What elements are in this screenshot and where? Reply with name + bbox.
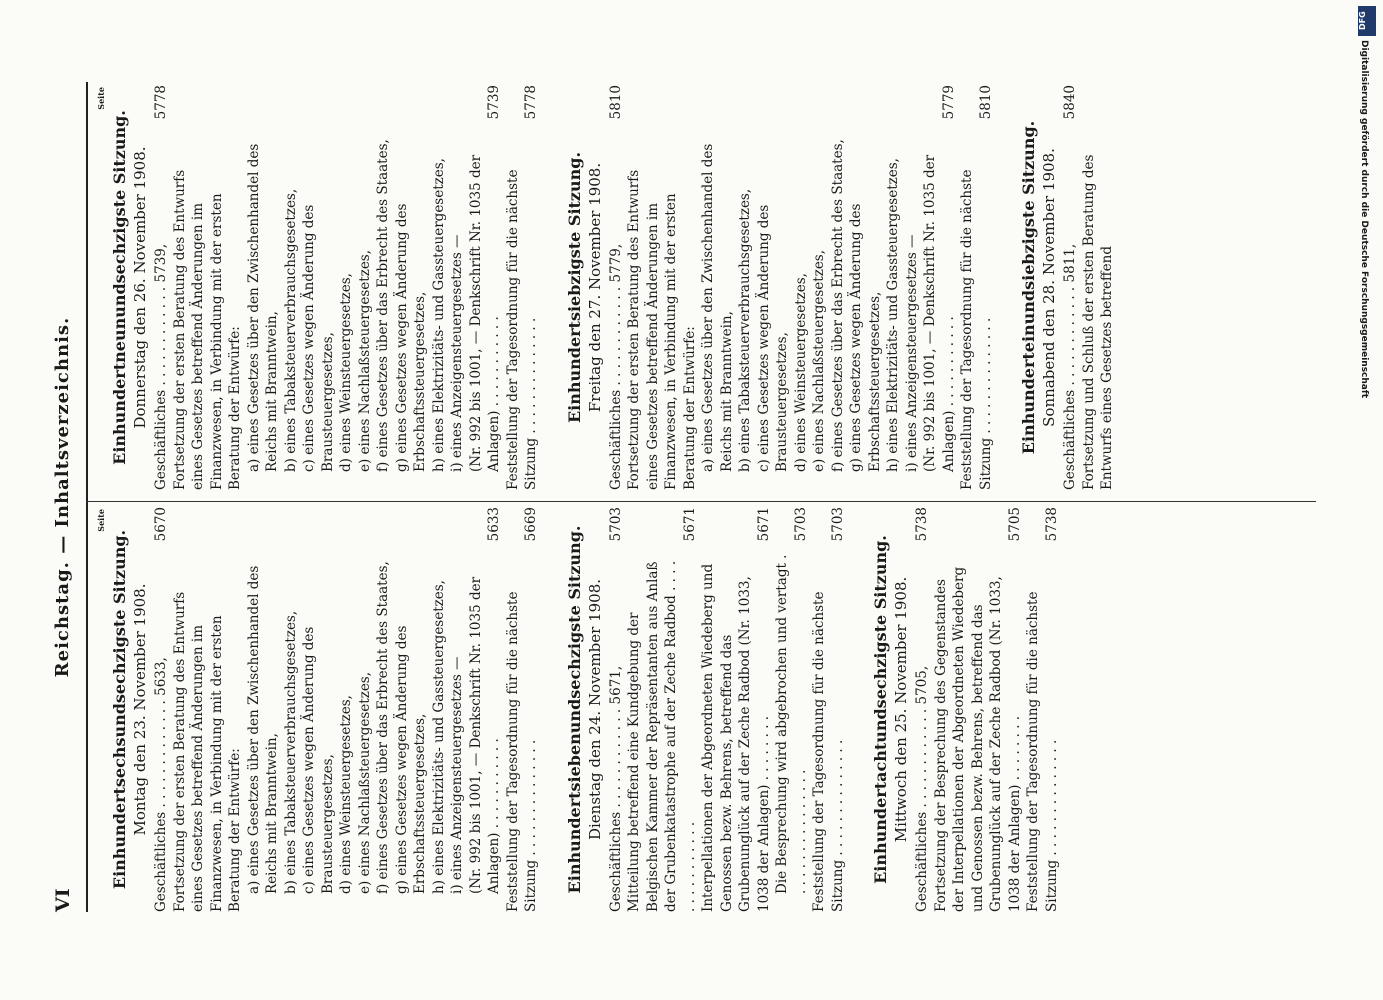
entry-text: Feststellung der Tagesordnung für die nächste Sitzung . . . . . . . . . . . . . . [504, 169, 539, 490]
toc-entry [958, 85, 995, 490]
digitization-sidebar [1356, 6, 1378, 994]
toc-entry [607, 85, 626, 490]
toc-subentry [792, 85, 811, 490]
entry-text: (Nr. 992 bis 1001, — Denkschrift Nr. 1035 der Anlagen) . . . . . . . . . . . [922, 154, 957, 472]
toc-subentry [393, 85, 430, 490]
subentry-text: g) eines Gesetzes wegen Änderung des Erbschaftssteuergesetzes, [848, 203, 883, 472]
subentry-text: c) eines Gesetzes wegen Änderung des Brausteuergesetzes, [755, 204, 790, 472]
entry-page: 5671 [681, 507, 698, 542]
toc-subentry [448, 507, 467, 912]
subentry-text: c) eines Gesetzes wegen Änderung des Brausteuergesetzes, [301, 626, 336, 894]
toc-entry [699, 507, 773, 912]
entry-page: 5738 [1043, 507, 1060, 542]
toc-subentry [374, 85, 393, 490]
toc-entry [467, 507, 504, 912]
toc-subentry [337, 85, 356, 490]
session-date: Sonnabend den 28. November 1908. [1040, 148, 1058, 427]
toc-entry [171, 85, 245, 490]
subentry-text: d) eines Weinsteuergesetzes, [338, 273, 354, 472]
subentry-text: h) eines Elektrizitäts- und Gassteuergesetzes, [885, 158, 901, 472]
subentry-text: d) eines Weinsteuergesetzes, [792, 273, 809, 472]
subentry-text: b) eines Tabaksteuerverbrauchsgesetzes, [282, 610, 299, 894]
subentry-text: a) eines Gesetzes über den Zwischenhandel des Reichs mit Branntwein, [245, 143, 280, 472]
toc-entry [810, 507, 847, 912]
session-title: Einhundertachtundsechzigste Sitzung. [871, 535, 890, 884]
subentry-text: i) eines Anzeigensteuergesetzes — [903, 234, 920, 472]
entry-text: Geschäftliches . . . . . . . . . . . . 5811, [1062, 243, 1078, 490]
entry-text: Mitteilung betreffend eine Kundgebung der Belgischen Kammer der Repräsentanten aus Anlaß der Grubenkatastrophe auf der Zeche Radbod . . . . . . . . . . . . . . . [626, 560, 698, 912]
session-date: Montag den 23. November 1908. [131, 583, 149, 836]
entry-page: 5671 [755, 507, 772, 542]
toc-subentry [430, 507, 449, 912]
toc-subentry [448, 85, 467, 490]
left-column [96, 507, 1085, 912]
toc-subentry [699, 85, 736, 490]
session-title: Einhundertsechsundsechzigste Sitzung. [110, 529, 129, 890]
session-167 [565, 507, 848, 912]
entry-page: 5705 [1006, 507, 1023, 542]
entry-text: Fortsetzung und Schluß der ersten Beratung des Entwurfs eines Gesetzes betreffend [1080, 154, 1115, 490]
toc-subentry [736, 85, 755, 490]
session-date: Freitag den 27. November 1908. [585, 162, 604, 413]
running-header [52, 82, 84, 912]
entry-text: Feststellung der Tagesordnung für die nächste Sitzung . . . . . . . . . . . . . . [504, 591, 539, 912]
toc-subentry [755, 85, 792, 490]
toc-subentry [245, 507, 282, 912]
toc-subentry [282, 507, 301, 912]
entry-page: 5778 [523, 85, 539, 120]
subentry-text: g) eines Gesetzes wegen Änderung des Erbschaftssteuergesetzes, [393, 203, 428, 472]
toc-subentry [847, 85, 884, 490]
entry-text: Fortsetzung der ersten Beratung des Entwurfs eines Gesetzes betreffend Änderungen im Finanzwesen, in Verbindung mit der ersten Beratung der Entwürfe: [171, 591, 243, 912]
toc-entry [921, 85, 958, 490]
entry-text: Fortsetzung der ersten Beratung des Entwurfs eines Gesetzes betreffend Änderungen im Finanzwesen, in Verbindung mit der ersten Beratung der Entwürfe: [626, 169, 698, 490]
subentry-text: f) eines Gesetzes über das Erbrecht des Staates, [375, 561, 391, 894]
session-170 [565, 85, 996, 490]
session-title: Einhundertsiebzigste Sitzung. [564, 151, 584, 424]
entry-text: Interpellationen der Abgeordneten Wiedeberg und Genossen bezw. Behrens, betreffend das Grubenunglück auf der Zeche Radbod (Nr. 1033, 1038 der Anlagen) . . . . . . . . [700, 563, 772, 912]
digitization-notice: Digitalisierung gefördert durch die Deutsche Forschungsgemeinschaft [1359, 40, 1369, 399]
session-title: Einhundertneunundsechzigste Sitzung. [110, 110, 129, 465]
entry-text: Feststellung der Tagesordnung für die nächste Sitzung . . . . . . . . . . . . . . [811, 591, 846, 912]
session-title: Einhundertsiebenundsechzigste Sitzung. [564, 525, 584, 894]
subentry-text: a) eines Gesetzes über den Zwischenhandel des Reichs mit Branntwein, [245, 565, 280, 894]
session-169 [110, 85, 541, 490]
subentry-text: h) eines Elektrizitäts- und Gassteuergesetzes, [430, 580, 447, 894]
entry-page: 5739 [486, 85, 502, 120]
entry-text: Geschäftliches . . . . . . . . . . . . 5739, [153, 243, 169, 490]
entry-text: (Nr. 992 bis 1001, — Denkschrift Nr. 1035 der Anlagen) . . . . . . . . . . . [467, 576, 502, 894]
entry-page: 5703 [792, 507, 809, 542]
toc-subentry [810, 85, 829, 490]
seite-label: Seite [96, 509, 106, 532]
entry-text: Die Besprechung wird abgebrochen und vertagt . . . . . . . . . . . . . . . . [774, 554, 809, 894]
entry-text: Geschäftliches . . . . . . . . . . . . . 5633, [153, 657, 169, 912]
entry-text: Fortsetzung der Besprechung des Gegenstandes der Interpellationen der Abgeordneten Wiedeberg und Genossen bezw. Behrens, betreffend das Grubenunglück auf der Zeche Radbod (Nr. 1033, 1038 der Anlagen) . . . . . . . . [932, 566, 1023, 912]
entry-page: 5778 [153, 85, 169, 120]
toc-subentry [374, 507, 393, 912]
entry-text: Geschäftliches . . . . . . . . . . . . 5671, [607, 665, 624, 912]
toc-subentry [245, 85, 282, 490]
toc-subentry [282, 85, 301, 490]
toc-entry [1061, 85, 1080, 490]
toc-entry [932, 507, 1025, 912]
session-168 [871, 507, 1061, 912]
toc-entry [152, 85, 171, 490]
subentry-text: c) eines Gesetzes wegen Änderung des Brausteuergesetzes, [301, 204, 336, 472]
toc-entry [1080, 85, 1117, 490]
subentry-text: f) eines Gesetzes über das Erbrecht des Staates, [829, 139, 846, 472]
toc-entry [467, 85, 504, 490]
entry-text: Fortsetzung der ersten Beratung des Entwurfs eines Gesetzes betreffend Änderungen im Finanzwesen, in Verbindung mit der ersten Beratung der Entwürfe: [171, 169, 243, 490]
toc-entry [504, 507, 541, 912]
entry-page: 5633 [486, 507, 502, 542]
entry-page: 5670 [153, 507, 169, 542]
dfg-logo: DFG [1358, 6, 1376, 36]
subentry-text: e) eines Nachlaßsteuergesetzes, [356, 671, 373, 894]
session-171 [1019, 85, 1117, 490]
page-number: VI [52, 888, 74, 912]
entry-text: Feststellung der Tagesordnung für die nächste Sitzung . . . . . . . . . . . . . . [959, 169, 994, 490]
right-column [96, 85, 1141, 490]
subentry-text: b) eines Tabaksteuerverbrauchsgesetzes, [282, 188, 299, 472]
entry-page: 5840 [1062, 85, 1078, 120]
entry-page: 5810 [977, 85, 994, 120]
toc-entry [171, 507, 245, 912]
toc-entry [773, 507, 810, 912]
toc-subentry [884, 85, 903, 490]
toc-subentry [300, 507, 337, 912]
subentry-text: b) eines Tabaksteuerverbrauchsgesetzes, [737, 188, 753, 472]
subentry-text: h) eines Elektrizitäts- und Gassteuergesetzes, [430, 158, 447, 472]
entry-text: Geschäftliches . . . . . . . . . . . . 5705, [914, 665, 930, 912]
subentry-text: i) eines Anzeigensteuergesetzes — [449, 656, 465, 894]
toc-entry [1024, 507, 1061, 912]
entry-page: 5703 [829, 507, 846, 542]
entry-text: (Nr. 992 bis 1001, — Denkschrift Nr. 1035 der Anlagen) . . . . . . . . . . . [467, 154, 502, 472]
seite-label: Seite [96, 87, 106, 110]
toc-subentry [829, 85, 848, 490]
session-166 [110, 507, 541, 912]
toc-subentry [903, 85, 922, 490]
subentry-text: e) eines Nachlaßsteuergesetzes, [811, 249, 827, 472]
session-date: Mittwoch den 25. November 1908. [892, 576, 910, 843]
session-title: Einhunderteinundsiebzigste Sitzung. [1019, 120, 1038, 455]
toc-entry [152, 507, 171, 912]
subentry-text: i) eines Anzeigensteuergesetzes — [449, 234, 465, 472]
entry-text: Feststellung der Tagesordnung für die nächste Sitzung . . . . . . . . . . . . . . [1025, 591, 1060, 912]
toc-subentry [337, 507, 356, 912]
entry-text: Geschäftliches . . . . . . . . . . . . 5779, [607, 243, 624, 490]
toc-entry [625, 85, 699, 490]
column-divider [86, 501, 1316, 502]
toc-subentry [356, 507, 375, 912]
subentry-text: a) eines Gesetzes über den Zwischenhandel des Reichs mit Branntwein, [700, 143, 735, 472]
subentry-text: g) eines Gesetzes wegen Änderung des Erbschaftssteuergesetzes, [393, 625, 428, 894]
toc-entry [504, 85, 541, 490]
subentry-text: d) eines Weinsteuergesetzes, [338, 695, 354, 894]
subentry-text: f) eines Gesetzes über das Erbrecht des Staates, [375, 139, 391, 472]
entry-page: 5703 [607, 507, 624, 542]
header-rule [86, 82, 88, 912]
entry-page: 5738 [914, 507, 930, 542]
entry-page: 5810 [607, 85, 624, 120]
toc-entry [607, 507, 626, 912]
session-date: Donnerstag den 26. November 1908. [131, 146, 149, 429]
toc-subentry [430, 85, 449, 490]
session-date: Dienstag den 24. November 1908. [585, 578, 604, 841]
toc-entry [913, 507, 932, 912]
toc-subentry [300, 85, 337, 490]
toc-subentry [356, 85, 375, 490]
entry-page: 5669 [523, 507, 539, 542]
entry-page: 5779 [940, 85, 957, 120]
running-title: Reichstag. — Inhaltsverzeichnis. [52, 316, 73, 678]
subentry-text: e) eines Nachlaßsteuergesetzes, [356, 249, 373, 472]
toc-subentry [393, 507, 430, 912]
toc-entry [625, 507, 699, 912]
